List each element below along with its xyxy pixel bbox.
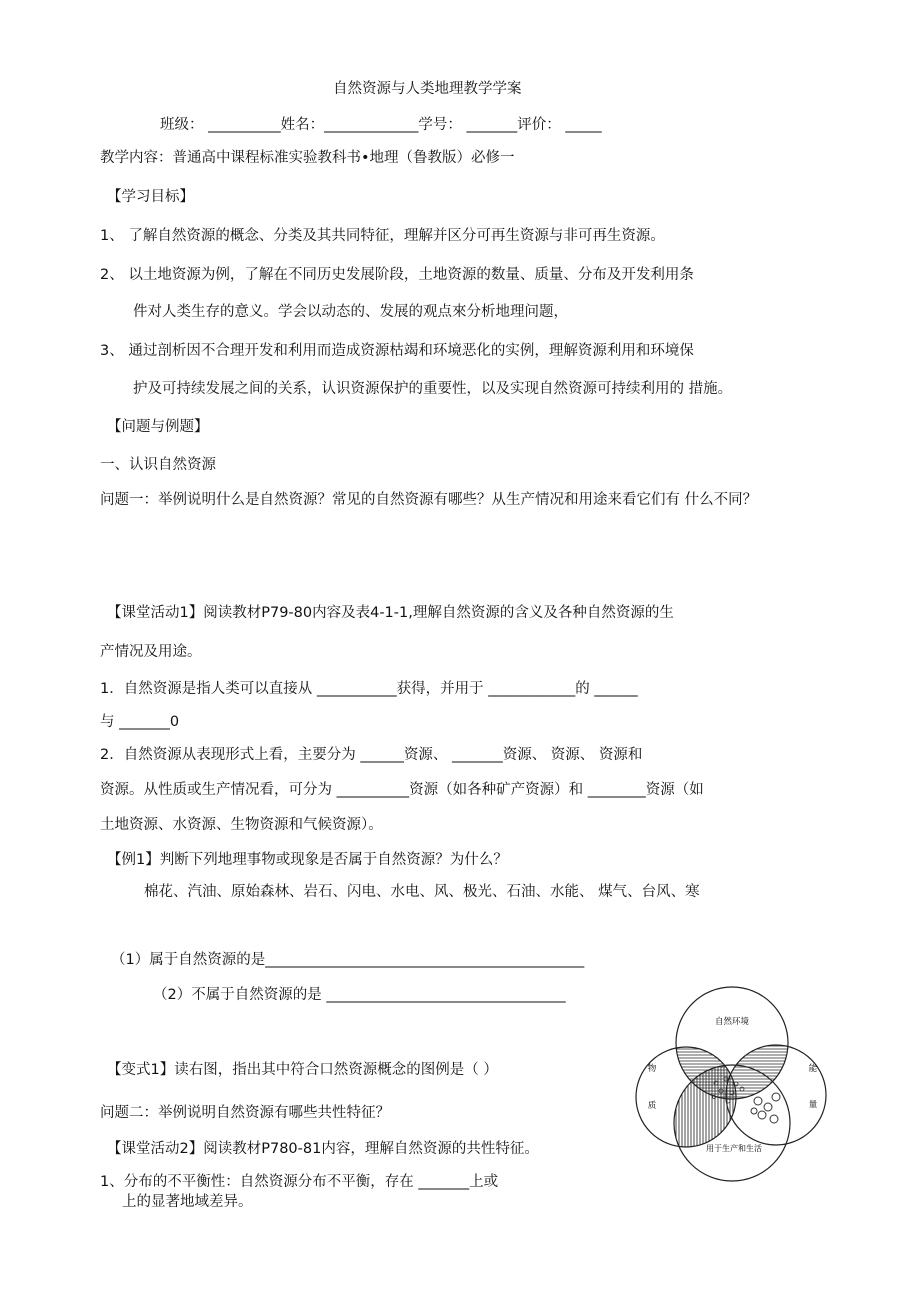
venn-right-circles <box>751 1093 780 1123</box>
doc-title: 自然资源与人类地理教学学案 <box>333 81 522 97</box>
question-1: 问题一：举例说明什么是自然资源？常见的自然资源有哪些？从生产情况和用途来看它们有 什么不同？ <box>100 492 758 508</box>
fill-2-line-1: 2．自然资源从表现形式上看，主要分为 ______资源、 _______资源、 资源、 资源和 <box>100 747 643 763</box>
fill-3-line-1: 1、分布的不平衡性：自然资源分布不平衡，存在 _______上或 <box>100 1174 499 1190</box>
goal-1: 1、 了解自然资源的概念、分类及其共同特征，理解并区分可再生资源与非可再生资源。 <box>100 228 665 244</box>
venn-label-matter-2: 质 <box>647 1101 657 1111</box>
venn-label-matter-1: 物 <box>647 1064 657 1074</box>
goal-3-line-1: 3、 通过剖析因不合理开发和利用而造成资源枯竭和环境恶化的实例，理解资源利用和环境保 <box>100 343 694 359</box>
example-1: 【例1】判断下列地理事物或现象是否属于自然资源？为什么？ <box>107 852 508 868</box>
answer-1: （1）属于自然资源的是____________________________________________ <box>111 952 585 968</box>
fill-2-line-3: 土地资源、水资源、生物资源和气候资源）。 <box>100 817 383 833</box>
fill-3-line-2: 上的显著地域差异。 <box>122 1194 253 1210</box>
answer-2: （2）不属于自然资源的是 _________________________________ <box>153 987 566 1003</box>
venn-label-energy-1: 能 <box>808 1064 818 1074</box>
fill-2-line-2: 资源。从性质或生产情况看，可分为 __________资源（如各种矿产资源）和 ________资源（如 <box>100 782 704 798</box>
part-1-heading: 一、认识自然资源 <box>100 457 216 473</box>
teaching-content: 教学内容：普通高中课程标准实验教科书•地理（鲁教版）必修一 <box>100 150 515 166</box>
section-problems-heading: 【问题与例题】 <box>107 419 209 435</box>
student-info-line: 班级： __________姓名：_____________学号： _______评价： _____ <box>160 117 602 133</box>
question-2: 问题二：举例说明自然资源有哪些共性特征？ <box>100 1105 390 1121</box>
goal-2-line-2: 件对人类生存的意义。学会以动态的、发展的观点來分析地理问题， <box>133 304 568 320</box>
activity-2: 【课堂活动2】阅读教材P780-81内容，理解自然资源的共性特征。 <box>107 1141 539 1157</box>
venn-diagram <box>630 985 830 1185</box>
section-goals-heading: 【学习目标】 <box>107 189 194 205</box>
variant-1: 【变式1】读右图，指出其中符合口然资源概念的图例是（ ） <box>107 1062 498 1078</box>
venn-label-energy-2: 量 <box>808 1100 818 1110</box>
goal-3-line-2: 护及可持续发展之间的关系，认识资源保护的重要性，以及实现自然资源可持续利用的 措施。 <box>133 381 733 397</box>
goal-2-line-1: 2、 以土地资源为例，了解在不同历史发展阶段，土地资源的数量、质量、分布及开发利用条 <box>100 267 694 283</box>
activity-1-line-1: 【课堂活动1】阅读教材P79-80内容及表4-1-1,理解自然资源的含义及各种自然资源的生 <box>107 605 674 621</box>
example-1-items: 棉花、汽油、原始森林、岩石、闪电、水电、风、极光、石油、水能、 煤气、台风、寒 <box>144 884 700 900</box>
fill-1-line-2: 与 _______0 <box>100 714 180 730</box>
venn-label-use: 用于生产和生活 <box>706 1144 762 1153</box>
fill-1-line-1: 1．自然资源是指人类可以直接从 ___________获得，并用于 ____________的 ______ <box>100 681 638 697</box>
venn-label-environment: 自然环境 <box>714 1017 750 1027</box>
activity-1-line-2: 产情况及用途。 <box>100 644 202 660</box>
